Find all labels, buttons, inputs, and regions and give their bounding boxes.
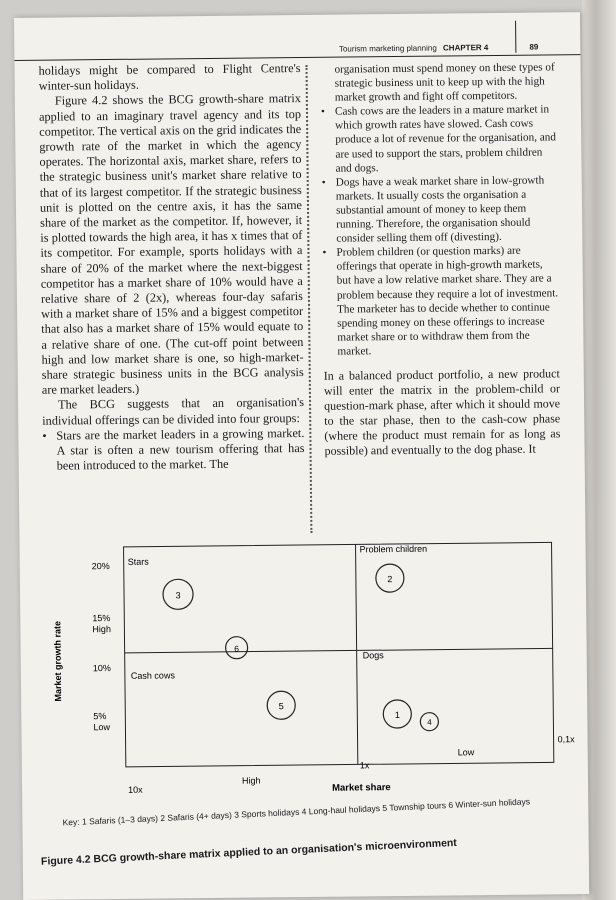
x-tick-0-1x: 0,1x — [557, 734, 575, 745]
bubble-2 — [376, 564, 404, 592]
bullet-problem-children: • Problem children (or question marks) are offerings that operate in high-growth markets, but have a low relative market share. They are a problem because they require a lot of investment. The marketer has to decide whether to continue spending money on these offerings to increase market share or to withdraw them from the market. — [322, 244, 559, 359]
bubble-6 — [225, 637, 247, 659]
bubble-1-label: 1 — [394, 709, 400, 721]
quadrant-cash-cows: Cash cows — [130, 670, 175, 681]
chapter-label: CHAPTER 4 — [442, 43, 489, 53]
page-number: 89 — [529, 42, 539, 52]
bubble-5 — [267, 691, 295, 719]
bubble-1 — [383, 700, 411, 728]
bubble-4-label: 4 — [427, 717, 432, 727]
key-label: Key: — [62, 816, 80, 828]
bubble-6-label: 6 — [234, 643, 240, 654]
matrix-border — [124, 542, 554, 766]
left-paragraph-3: The BCG suggests that an organisation's individual offerings can be divided into four groups: — [42, 395, 305, 428]
running-header — [14, 34, 580, 61]
column-divider — [306, 65, 313, 533]
quadrant-stars: Stars — [127, 556, 149, 567]
right-continuation: organisation must spend money on these types of strategic business unit to keep up with the high market growth and fight off competitors. — [334, 61, 555, 104]
bcg-matrix — [39, 530, 582, 826]
y-tick-10: 10% — [92, 663, 111, 674]
x-tick-10x: 10x — [128, 784, 143, 795]
left-paragraph-2: Figure 4.2 shows the BCG growth-share matrix applied to an imaginary travel agency and its top competitor. The vertical axis on the grid indicates the growth rate of the market in which the agency operates. The horizontal axis, market share, refers to the strategic business unit's market share relative to that of its largest competitor. If the strategic business unit is plotted on the centre axis, it has the same share of the market as the competitor. If, however, it is plotted towards the high area, it has x times that of its competitor. For example, sports holidays with a share of 20% of the market where the next-biggest competitor has a market share of 10% would have a relative share of 2 (2x), whereas four-day safaris with a market share of 15% and a biggest competitor that also has a market share of 15% would equate to a relative share of one. (The cut-off point between high and low market share is one, so high-market-share strategic business units in the BCG analysis are market leaders.) — [38, 91, 304, 397]
caption-label: Figure 4.2 — [40, 853, 91, 868]
y-tick-15: 15% — [92, 613, 111, 624]
key-items: 1 Safaris (1–3 days) 2 Safaris (4+ days) 3 Sports holidays 4 Long-haul holidays 5 Township tours 6 Winter-sun holidays — [81, 796, 531, 827]
left-column — [38, 61, 304, 474]
right-paragraph: In a balanced product portfolio, a new product will enter the matrix in the problem-child or question-mark phase, after which it should move to the star phase, then to the cash-cow phase (where the product must remain for as long as possible) and eventually to the dog phase. It — [323, 366, 561, 458]
quadrant-problem-children: Problem children — [359, 543, 428, 555]
bubble-3-label: 3 — [175, 590, 181, 601]
running-title — [339, 43, 488, 54]
left-paragraph-1: holidays might be compared to Flight Centre's winter-sun holidays. — [38, 61, 301, 93]
running-title-text: Tourism marketing planning — [338, 43, 437, 54]
y-tick-5: 5% — [93, 711, 107, 722]
horizontal-midline — [125, 648, 553, 652]
book-page — [14, 12, 589, 900]
y-tick-low: Low — [93, 722, 110, 733]
bubble-2-label: 2 — [387, 574, 393, 585]
right-column — [320, 60, 560, 458]
figure-caption — [41, 837, 457, 868]
caption-text: BCG growth-share matrix applied to an organisation's microenvironment — [93, 836, 458, 866]
vertical-midline — [356, 544, 358, 764]
bubble-3 — [163, 579, 193, 609]
y-tick-20: 20% — [91, 561, 110, 572]
bubble-4 — [420, 713, 438, 731]
x-tick-1x: 1x — [359, 760, 370, 771]
bcg-figure — [39, 530, 582, 836]
header-tick — [515, 21, 516, 53]
bullet-stars: • Stars are the market leaders in a growing market. A star is often a new tourism offering that has been introduced to the market. The — [42, 426, 304, 474]
x-tick-high: High — [241, 775, 261, 786]
bullet-dogs: • Dogs have a weak market share in low-growth markets. It usually costs the organisation a substantial amount of money to keep them running. Therefore, the organisation should consider selling them off (divesting). — [322, 173, 559, 246]
y-tick-high: High — [92, 624, 111, 635]
x-axis-title: Market share — [332, 782, 391, 794]
bullet-cash-cows: • Cash cows are the leaders in a mature market in which growth rates have slowed. Cash cows produce a lot of revenue for the organisation, and are used to support the stars, problem children and dogs. — [321, 103, 558, 176]
quadrant-dogs: Dogs — [362, 650, 384, 661]
x-tick-low: Low — [457, 747, 475, 758]
y-axis-title: Market growth rate — [52, 620, 64, 702]
bubble-5-label: 5 — [278, 701, 284, 712]
